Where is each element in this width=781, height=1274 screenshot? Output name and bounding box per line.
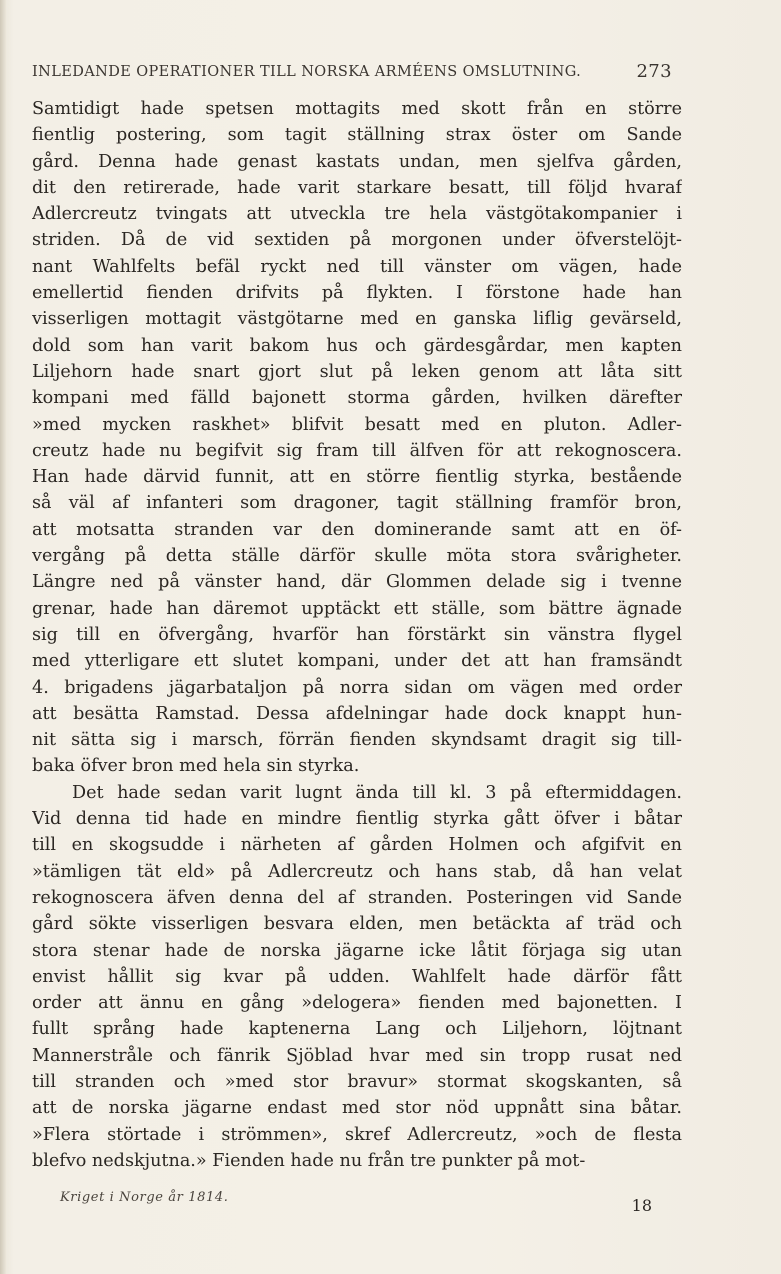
- text-line: nit sätta sig i marsch, förrän fienden skyndsamt dragit sig till-: [32, 730, 682, 751]
- text-line: Det hade sedan varit lugnt ända till kl. 3 på eftermiddagen.: [72, 782, 682, 803]
- text-line: stora stenar hade de norska jägarne icke låtit förjaga sig utan: [32, 940, 682, 961]
- text-line: med ytterligare ett slutet kompani, under det att han framsändt: [32, 651, 682, 672]
- text-line: Längre ned på vänster hand, där Glommen delade sig i tvenne: [32, 572, 682, 593]
- text-line: gård sökte visserligen besvara elden, men betäckta af träd och: [32, 914, 682, 935]
- text-line: 4. brigadens jägarbataljon på norra sidan om vägen med order: [32, 677, 682, 698]
- text-line: creutz hade nu begifvit sig fram till älfven för att rekognoscera.: [32, 440, 682, 461]
- body-text: [32, 96, 682, 1174]
- text-line: grenar, hade han däremot upptäckt ett ställe, som bättre ägnade: [32, 598, 682, 619]
- text-line: Liljehorn hade snart gjort slut på leken genom att låta sitt: [32, 361, 682, 382]
- text-line: visserligen mottagit västgötarne med en ganska liflig gevärseld,: [32, 309, 682, 330]
- text-line: blefvo nedskjutna.» Fienden hade nu från tre punkter på mot-: [32, 1150, 586, 1171]
- text-line: emellertid fienden drifvits på flykten. I förstone hade han: [32, 283, 682, 304]
- text-line: sig till en öfvergång, hvarför han förstärkt sin vänstra flygel: [32, 624, 682, 645]
- text-line: vergång på detta ställe därför skulle möta stora svårigheter.: [32, 546, 682, 567]
- signature-title: Kriget i Norge år 1814.: [60, 1190, 229, 1205]
- text-line: dit den retirerade, hade varit starkare besatt, till följd hvaraf: [32, 177, 682, 198]
- signature-number: 18: [631, 1196, 652, 1215]
- text-line: »tämligen tät eld» på Adlercreutz och hans stab, då han velat: [32, 861, 682, 882]
- text-line: fientlig postering, som tagit ställning strax öster om Sande: [32, 125, 682, 146]
- text-line: så väl af infanteri som dragoner, tagit ställning framför bron,: [32, 493, 682, 514]
- text-line: att besätta Ramstad. Dessa afdelningar hade dock knappt hun-: [32, 703, 682, 724]
- text-line: envist hållit sig kvar på udden. Wahlfelt hade därför fått: [32, 966, 682, 987]
- text-line: kompani med fälld bajonett storma gården, hvilken därefter: [32, 388, 682, 409]
- text-line: striden. Då de vid sextiden på morgonen under öfverstelöjt-: [32, 230, 682, 251]
- running-header: [32, 62, 672, 86]
- text-line: till en skogsudde i närheten af gården Holmen och afgifvit en: [32, 835, 682, 856]
- page-footer: [32, 1186, 682, 1216]
- text-line: »med mycken raskhet» blifvit besatt med en pluton. Adler-: [32, 414, 682, 435]
- text-line: order att ännu en gång »delogera» fienden med bajonetten. I: [32, 993, 682, 1014]
- text-line: fullt språng hade kaptenerna Lang och Liljehorn, löjtnant: [32, 1019, 682, 1040]
- text-line: Adlercreutz tvingats att utveckla tre hela västgötakompanier i: [32, 204, 682, 225]
- text-line: Mannerstråle och fänrik Sjöblad hvar med sin tropp rusat ned: [32, 1045, 682, 1066]
- text-line: att de norska jägarne endast med stor nöd uppnått sina båtar.: [32, 1098, 682, 1119]
- text-line: till stranden och »med stor bravur» stormat skogskanten, så: [32, 1071, 682, 1092]
- text-line: Vid denna tid hade en mindre fientlig styrka gått öfver i båtar: [32, 809, 682, 830]
- text-line: rekognoscera äfven denna del af stranden. Posteringen vid Sande: [32, 887, 682, 908]
- text-line: gård. Denna hade genast kastats undan, men sjelfva gården,: [32, 151, 682, 172]
- page-number: 273: [636, 61, 672, 82]
- text-line: att motsatta stranden var den dominerande samt att en öf-: [32, 519, 682, 540]
- text-line: baka öfver bron med hela sin styrka.: [32, 756, 360, 777]
- text-line: dold som han varit bakom hus och gärdesgårdar, men kapten: [32, 335, 682, 356]
- page-gutter-shadow: [0, 0, 6, 1274]
- text-line: Han hade därvid funnit, att en större fientlig styrka, bestående: [32, 467, 682, 488]
- text-line: »Flera störtade i strömmen», skref Adlercreutz, »och de flesta: [32, 1124, 682, 1145]
- text-line: Samtidigt hade spetsen mottagits med skott från en större: [32, 99, 682, 119]
- running-title: INLEDANDE OPERATIONER TILL NORSKA ARMÉENS OMSLUTNING.: [32, 64, 582, 80]
- text-line: nant Wahlfelts befäl ryckt ned till vänster om vägen, hade: [32, 256, 682, 277]
